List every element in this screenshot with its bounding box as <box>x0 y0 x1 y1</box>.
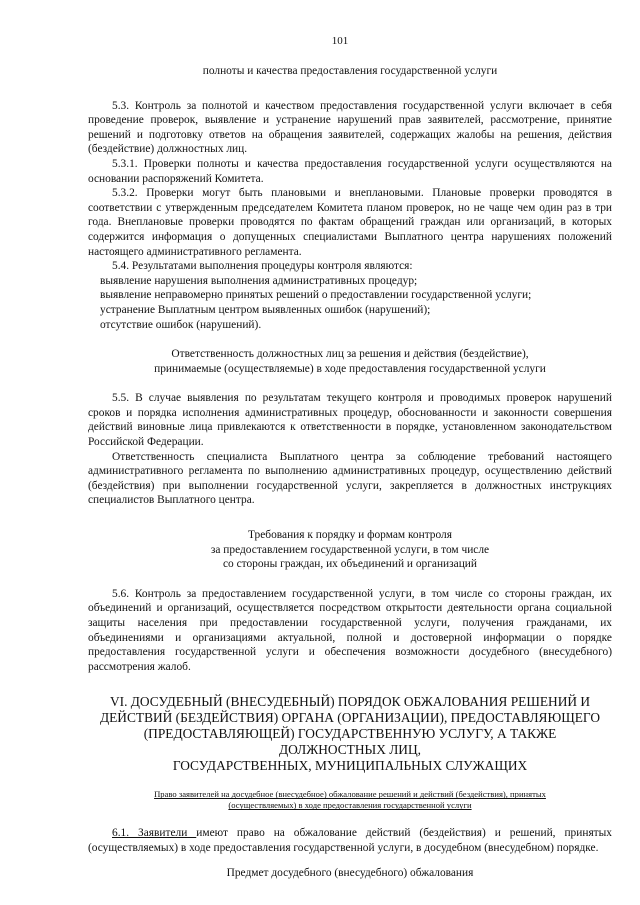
subheading-line: (осуществляемых) в ходе предоставления государственной услуги <box>228 800 472 811</box>
page-number: 101 <box>331 35 349 47</box>
responsibility-heading <box>88 347 612 376</box>
paragraph-5-5-responsibility: Ответственность специалиста Выплатного центра за соблюдение требований настоящего административного регламента по выполнению административных процедур, осуществлению действий (бездействия) при выполнении государственной услуги, закрепляется в должностных инструкциях специалистов Выплатного центра. <box>88 450 612 507</box>
paragraph-5-6: 5.6. Контроль за предоставлением государственной услуги, в том числе со стороны граждан, их объединений и организаций, осуществляется посредством открытости деятельности органа социальной защиты населения при предоставлении государственной услуги, получения гражданами, их объединениями и организациями актуальной, полной и достоверной информации о порядке предоставления государственной услуги и обеспечения возможности досудебного (внесудебного) рассмотрения жалоб. <box>88 587 612 673</box>
section-title-line: ГОСУДАРСТВЕННЫХ, МУНИЦИПАЛЬНЫХ СЛУЖАЩИХ <box>172 758 528 774</box>
appeal-right-subheading <box>88 789 612 811</box>
paragraph-5-3: 5.3. Контроль за полнотой и качеством предоставления государственной услуги включает в себя проведение проверок, выявление и устранение нарушений прав заявителей, рассмотрение, принятие решений и подготовку ответов на обращения заявителей, содержащих жалобы на решения, действия (бездействие) должностных лиц. <box>88 99 612 156</box>
heading-line: Требования к порядку и формам контроля <box>248 529 452 542</box>
paragraph-5-5: 5.5. В случае выявления по результатам текущего контроля и проводимых проверок нарушений сроков и порядка исполнения административных процедур, обоснованности и законности совершения действий виновные лица привлекаются к ответственности в порядке, установленном законодательством Российской Федерации. <box>88 392 612 449</box>
list-item: выявление нарушения выполнения административных процедур; <box>100 274 418 287</box>
section-title-line: (ПРЕДОСТАВЛЯЮЩЕЙ) ГОСУДАРСТВЕННУЮ УСЛУГУ, А ТАКЖЕ ДОЛЖНОСТНЫХ ЛИЦ, <box>143 726 557 758</box>
list-item: устранение Выплатным центром выявленных ошибок (нарушений); <box>100 303 431 316</box>
heading-line: со стороны граждан, их объединений и организаций <box>222 558 477 571</box>
heading-line: за предоставлением государственной услуги, в том числе <box>210 543 490 556</box>
list-item: отсутствие ошибок (нарушений). <box>100 318 262 331</box>
section-6-title <box>88 694 612 774</box>
control-requirements-heading <box>88 528 612 572</box>
paragraph-6-1 <box>88 826 612 855</box>
list-item: выявление неправомерно принятых решений о предоставлении государственной услуги; <box>100 289 532 302</box>
heading-line: принимаемые (осуществляемые) в ходе предоставления государственной услуги <box>154 362 546 375</box>
paragraph-6-1-text: имеют право на обжалование действий (бездействия) и решений, принятых (осуществляемых) в ходе предоставления государственной услуги, в досудебном (внесудебном) порядке. <box>88 827 613 854</box>
continued-heading-line: полноты и качества предоставления государственной услуги <box>202 65 498 77</box>
paragraph-5-3-2: 5.3.2. Проверки могут быть плановыми и внеплановыми. Плановые проверки проводятся в соответствии с утвержденным председателем Комитета планом проверок, но не чаще чем один раз в три года. Внеплановые проверки проводятся по фактам обращений граждан или организаций, в которых содержится информация о допущенных специалистами Выплатного центра нарушениях положений настоящего административного регламента. <box>88 187 612 258</box>
paragraph-6-1-prefix: 6.1. Заявители <box>112 827 197 840</box>
control-results-list <box>88 274 612 332</box>
appeal-subject-heading: Предмет досудебного (внесудебного) обжалования <box>226 866 474 879</box>
section-title-line: ДЕЙСТВИЙ (БЕЗДЕЙСТВИЯ) ОРГАНА (ОРГАНИЗАЦИИ), ПРЕДОСТАВЛЯЮЩЕГО <box>99 710 601 726</box>
heading-line: Ответственность должностных лиц за решения и действия (бездействие), <box>171 348 529 361</box>
paragraph-5-4: 5.4. Результатами выполнения процедуры контроля являются: <box>112 260 413 273</box>
paragraph-5-3-1: 5.3.1. Проверки полноты и качества предоставления государственной услуги осуществляются на основании распоряжений Комитета. <box>88 157 612 185</box>
section-title-line: VI. ДОСУДЕБНЫЙ (ВНЕСУДЕБНЫЙ) ПОРЯДОК ОБЖАЛОВАНИЯ РЕШЕНИЙ И <box>109 694 591 710</box>
subheading-line: Право заявителей на досудебное (внесудебное) обжалование решений и действий (бездействия), принятых <box>154 789 546 800</box>
